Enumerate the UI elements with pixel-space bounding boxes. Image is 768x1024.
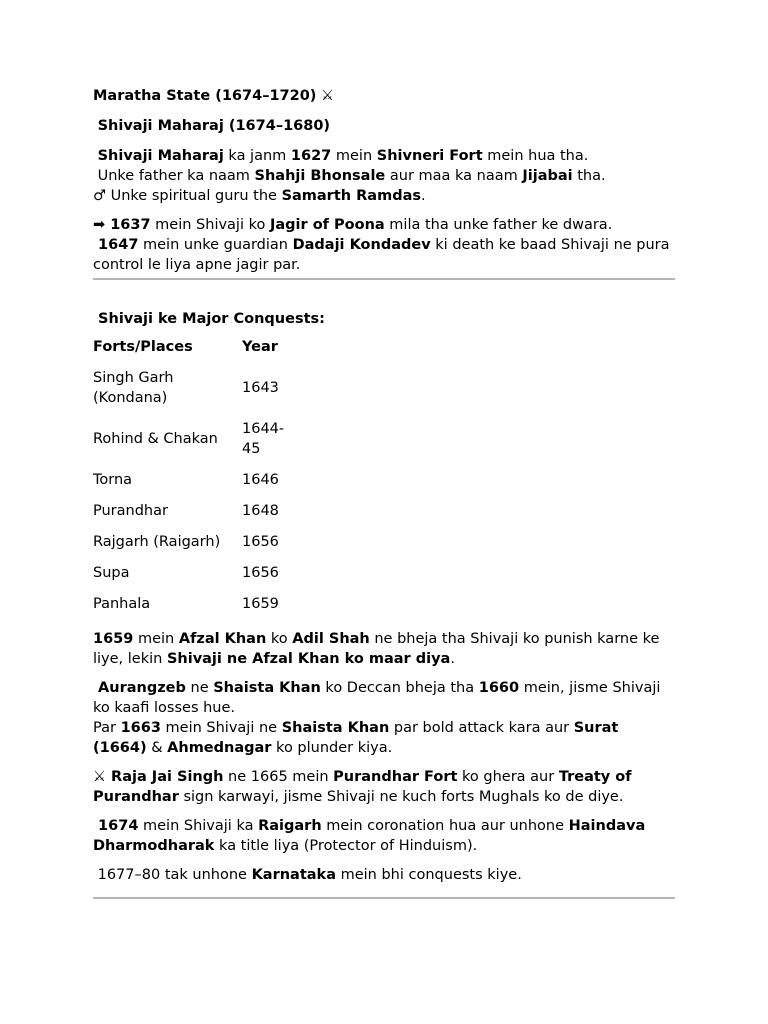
jagir-paragraph <box>93 215 675 275</box>
table-row <box>93 419 290 470</box>
karnataka-paragraph <box>93 865 675 885</box>
birth-line <box>93 146 675 166</box>
attack-text-3: par bold attack kara aur <box>389 720 574 736</box>
parents-text-2: aur maa ka naam <box>385 168 523 184</box>
table-row <box>93 501 290 532</box>
column-header-places: Forts/Places <box>93 339 193 355</box>
attack-ahmednagar: Ahmednagar <box>167 740 272 756</box>
column-header-year: Year <box>242 339 278 355</box>
coronation-text-2: mein coronation hua aur unhone <box>321 818 569 834</box>
table-cell-place: Singh Garh (Kondana) <box>93 370 174 406</box>
table-cell-place: Panhala <box>93 596 151 612</box>
purandhar-text-3: sign karwayi, jisme Shivaji ne kuch forts Mughals ko de diye. <box>178 789 624 805</box>
guru-name: Samarth Ramdas <box>281 188 421 204</box>
birth-text-1: ka janm <box>223 148 291 164</box>
table-row <box>93 470 290 501</box>
attack-line <box>93 718 675 758</box>
afzal-year: 1659 <box>93 631 134 647</box>
birth-year: 1627 <box>290 148 332 164</box>
purandhar-paragraph <box>93 767 675 807</box>
purandhar-treaty: Treaty of Purandhar <box>93 769 632 805</box>
table-cell-year: 1644-45 <box>242 421 285 457</box>
table-cell-place: Rajgarh (Raigarh) <box>93 534 221 550</box>
document-content <box>93 86 675 899</box>
shaista-name: Shaista Khan <box>213 680 321 696</box>
shaista-paragraph <box>93 678 675 758</box>
section-divider-2 <box>93 897 675 899</box>
afzal-outcome: Shivaji ne Afzal Khan ko maar diya <box>166 651 451 667</box>
shaista-year: 1660 <box>478 680 520 696</box>
jagir-text-1: mein Shivaji ko <box>150 217 270 233</box>
attack-text-4: & <box>146 740 168 756</box>
shaista-text-1: ne <box>185 680 214 696</box>
jagir-line <box>93 215 675 235</box>
attack-text-2: mein Shivaji ne <box>160 720 282 736</box>
table-cell-year: 1648 <box>242 503 279 519</box>
title-text: Maratha State (1674–1720) <box>93 88 317 104</box>
table-cell-year: 1659 <box>242 596 279 612</box>
parents-text-1: Unke father ka naam <box>93 168 255 184</box>
purandhar-text-1: ne 1665 mein <box>223 769 334 785</box>
conquests-heading <box>93 309 675 329</box>
birth-text-3: mein hua tha. <box>482 148 589 164</box>
control-text-2: ki death ke baad Shivaji ne pura control le liya apne jagir par. <box>93 237 670 273</box>
coronation-title: Haindava Dharmodharak <box>93 818 646 854</box>
table-cell-year: 1643 <box>242 380 279 396</box>
birth-paragraph <box>93 146 675 206</box>
table-cell-place: Torna <box>93 472 133 488</box>
attack-shaista: Shaista Khan <box>281 720 390 736</box>
guru-text-2: . <box>421 188 426 204</box>
control-year: 1647 <box>93 237 139 253</box>
coronation-paragraph <box>93 816 675 856</box>
guardian-name: Dadaji Kondadev <box>292 237 431 253</box>
karnataka-text-2: mein bhi conquests kiye. <box>336 867 522 883</box>
birth-name: Shivaji Maharaj <box>97 148 224 164</box>
karnataka-place: Karnataka <box>251 867 336 883</box>
crossed-swords-icon: ⚔ <box>93 769 106 785</box>
purandhar-fort: Purandhar Fort <box>333 769 458 785</box>
afzal-text-4: . <box>450 651 455 667</box>
table-row <box>93 563 290 594</box>
control-line <box>93 235 675 275</box>
attack-surat: Surat (1664) <box>93 720 619 756</box>
coronation-year: 1674 <box>93 818 139 834</box>
mother-name: Jijabai <box>522 168 573 184</box>
table-cell-place: Rohind & Chakan <box>93 431 218 447</box>
birth-fort: Shivneri Fort <box>376 148 483 164</box>
attack-text-5: ko plunder kiya. <box>271 740 393 756</box>
father-name: Shahji Bhonsale <box>254 168 386 184</box>
table-cell-place: Purandhar <box>93 503 168 519</box>
parents-text-3: tha. <box>572 168 606 184</box>
table-row <box>93 594 290 625</box>
table-row <box>93 532 290 563</box>
table-header-row <box>93 337 290 368</box>
spacer <box>93 280 675 309</box>
afzal-text-2: ko <box>266 631 293 647</box>
jagir-text-2: mila tha unke father ke dwara. <box>384 217 613 233</box>
table-cell-year: 1656 <box>242 534 279 550</box>
coronation-text-1: mein Shivaji ka <box>138 818 259 834</box>
conquests-table <box>93 337 290 625</box>
guru-text-1: Unke spiritual guru the <box>106 188 282 204</box>
crossed-swords-icon: ⚔ <box>321 88 335 104</box>
meditating-man-icon: ♂ <box>93 188 106 204</box>
guru-line <box>93 186 675 206</box>
jagir-name: Jagir of Poona <box>269 217 385 233</box>
table-cell-year: 1646 <box>242 472 279 488</box>
aurangzeb-name: Aurangzeb <box>93 680 186 696</box>
afzal-text-1: mein <box>133 631 179 647</box>
right-arrow-icon: ➡ <box>93 217 106 233</box>
parents-line <box>93 166 675 186</box>
afzal-paragraph <box>93 629 675 669</box>
birth-text-2: mein <box>331 148 377 164</box>
table-row <box>93 368 290 419</box>
attack-text-1: Par <box>93 720 121 736</box>
purandhar-text-2: ko ghera aur <box>457 769 559 785</box>
coronation-text-3: ka title liya (Protector of Hinduism). <box>214 838 478 854</box>
adil-name: Adil Shah <box>292 631 370 647</box>
afzal-name: Afzal Khan <box>178 631 267 647</box>
coronation-place: Raigarh <box>258 818 322 834</box>
conquests-heading-text: Shivaji ke Major Conquests: <box>93 311 325 327</box>
jagir-year: 1637 <box>105 217 151 233</box>
afzal-text-3: ne bheja tha Shivaji ko punish karne ke liye, lekin <box>93 631 660 667</box>
attack-year: 1663 <box>120 720 161 736</box>
control-text-1: mein unke guardian <box>138 237 293 253</box>
page-title <box>93 86 675 106</box>
shaista-text-3: mein, jisme Shivaji ko kaafi losses hue. <box>93 680 661 716</box>
raja-name: Raja Jai Singh <box>106 769 224 785</box>
section-heading-shivaji <box>93 116 675 136</box>
shaista-text-2: ko Deccan bheja tha <box>320 680 479 696</box>
shaista-line <box>93 678 675 718</box>
section-heading-text: Shivaji Maharaj (1674–1680) <box>97 118 331 134</box>
karnataka-text-1: 1677–80 tak unhone <box>93 867 252 883</box>
table-cell-year: 1656 <box>242 565 279 581</box>
table-cell-place: Supa <box>93 565 130 581</box>
